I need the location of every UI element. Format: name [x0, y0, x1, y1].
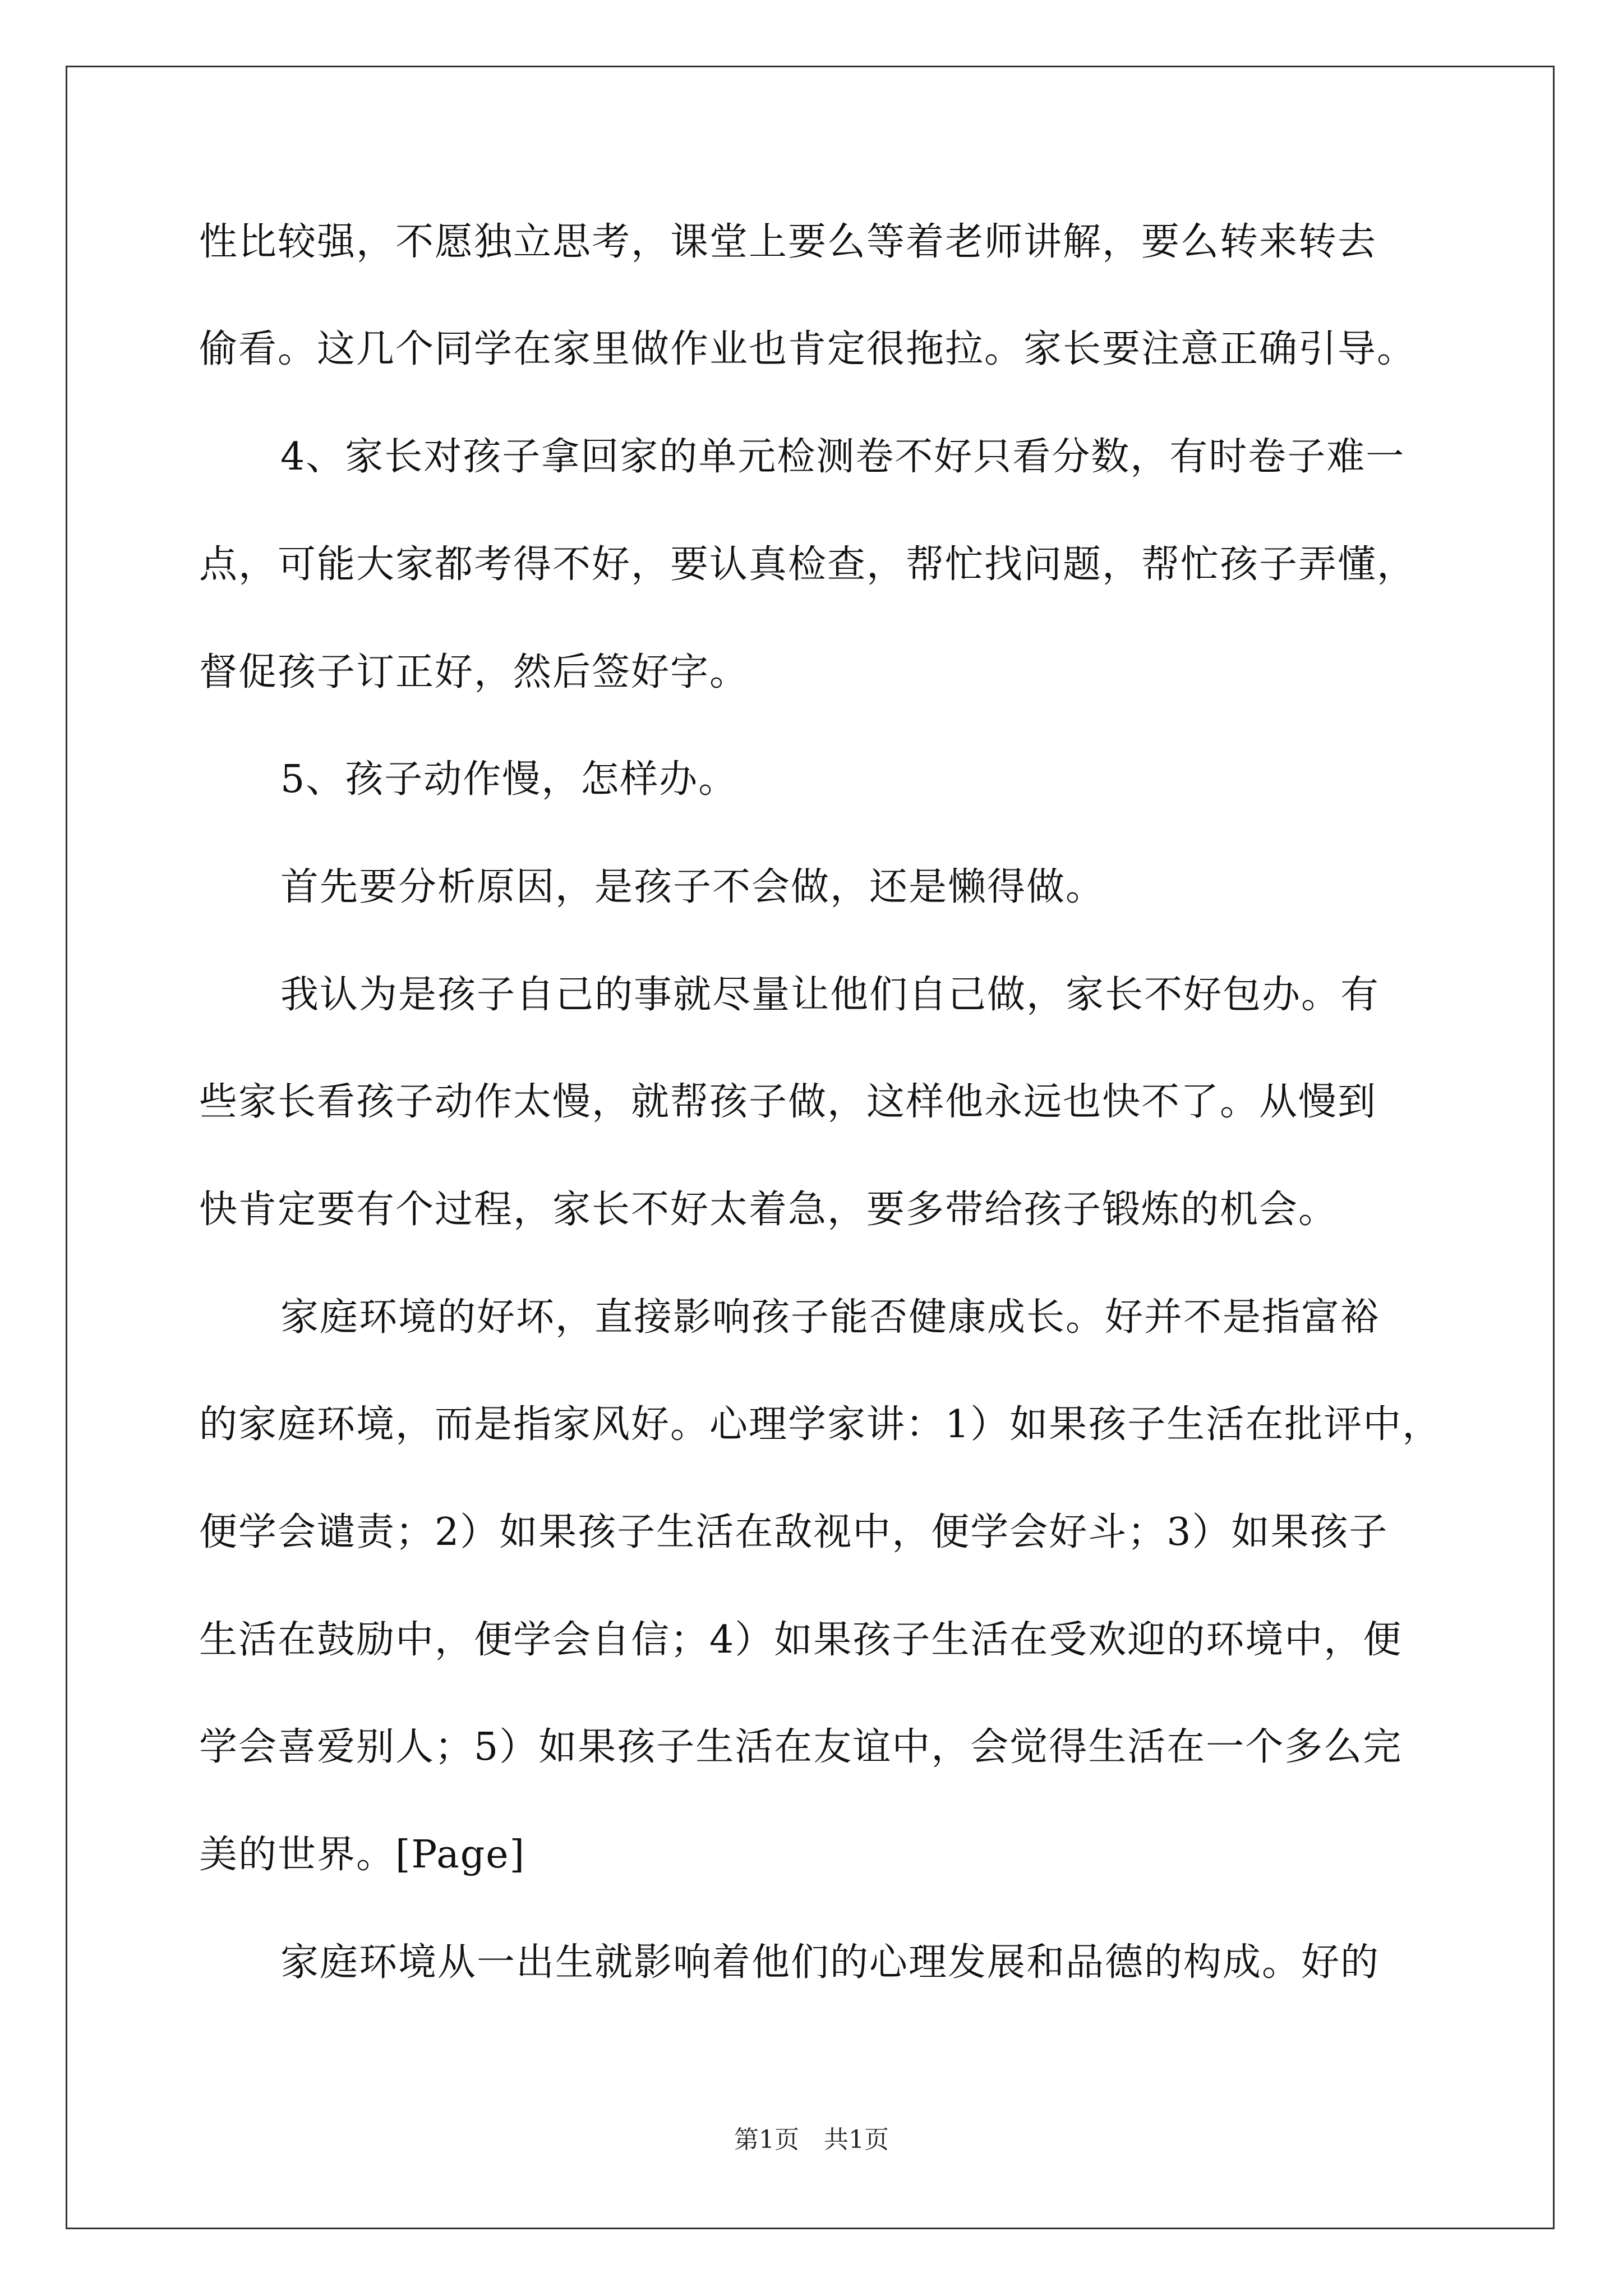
page-border	[66, 66, 1555, 2229]
text-line: 家庭环境的好坏，直接影响孩子能否健康成长。好并不是指富裕	[280, 1295, 1380, 1340]
page-number-footer: 第1页 共1页	[734, 2125, 889, 2154]
text-line: 美的世界。[Page]	[199, 1833, 526, 1877]
text-line: 性比较强，不愿独立思考，课堂上要么等着老师讲解，要么转来转去	[199, 220, 1377, 264]
text-line: 些家长看孩子动作太慢，就帮孩子做，这样他永远也快不了。从慢到	[199, 1080, 1377, 1124]
text-line: 便学会谴责；2）如果孩子生活在敌视中，便学会好斗；3）如果孩子	[199, 1510, 1389, 1554]
text-line: 5、孩子动作慢，怎样办。	[280, 757, 738, 802]
text-line: 首先要分析原因，是孩子不会做，还是懒得做。	[280, 865, 1105, 909]
text-line: 我认为是孩子自己的事就尽量让他们自己做，家长不好包办。有	[280, 973, 1380, 1017]
text-line: 学会喜爱别人；5）如果孩子生活在友谊中，会觉得生活在一个多么完	[199, 1725, 1403, 1769]
text-line: 的家庭环境，而是指家风好。心理学家讲：1）如果孩子生活在批评中，	[199, 1402, 1442, 1447]
text-line: 快肯定要有个过程，家长不好太着急，要多带给孩子锻炼的机会。	[199, 1188, 1338, 1232]
text-line: 4、家长对孩子拿回家的单元检测卷不好只看分数，有时卷子难一	[280, 435, 1405, 479]
text-line: 督促孩子订正好，然后签好字。	[199, 650, 749, 694]
text-line: 家庭环境从一出生就影响着他们的心理发展和品德的构成。好的	[280, 1940, 1380, 1985]
text-line: 生活在鼓励中，便学会自信；4）如果孩子生活在受欢迎的环境中，便	[199, 1618, 1403, 1662]
text-line: 偷看。这几个同学在家里做作业也肯定很拖拉。家长要注意正确引导。	[199, 327, 1417, 371]
text-line: 点，可能大家都考得不好，要认真检查，帮忙找问题，帮忙孩子弄懂，	[199, 542, 1417, 587]
